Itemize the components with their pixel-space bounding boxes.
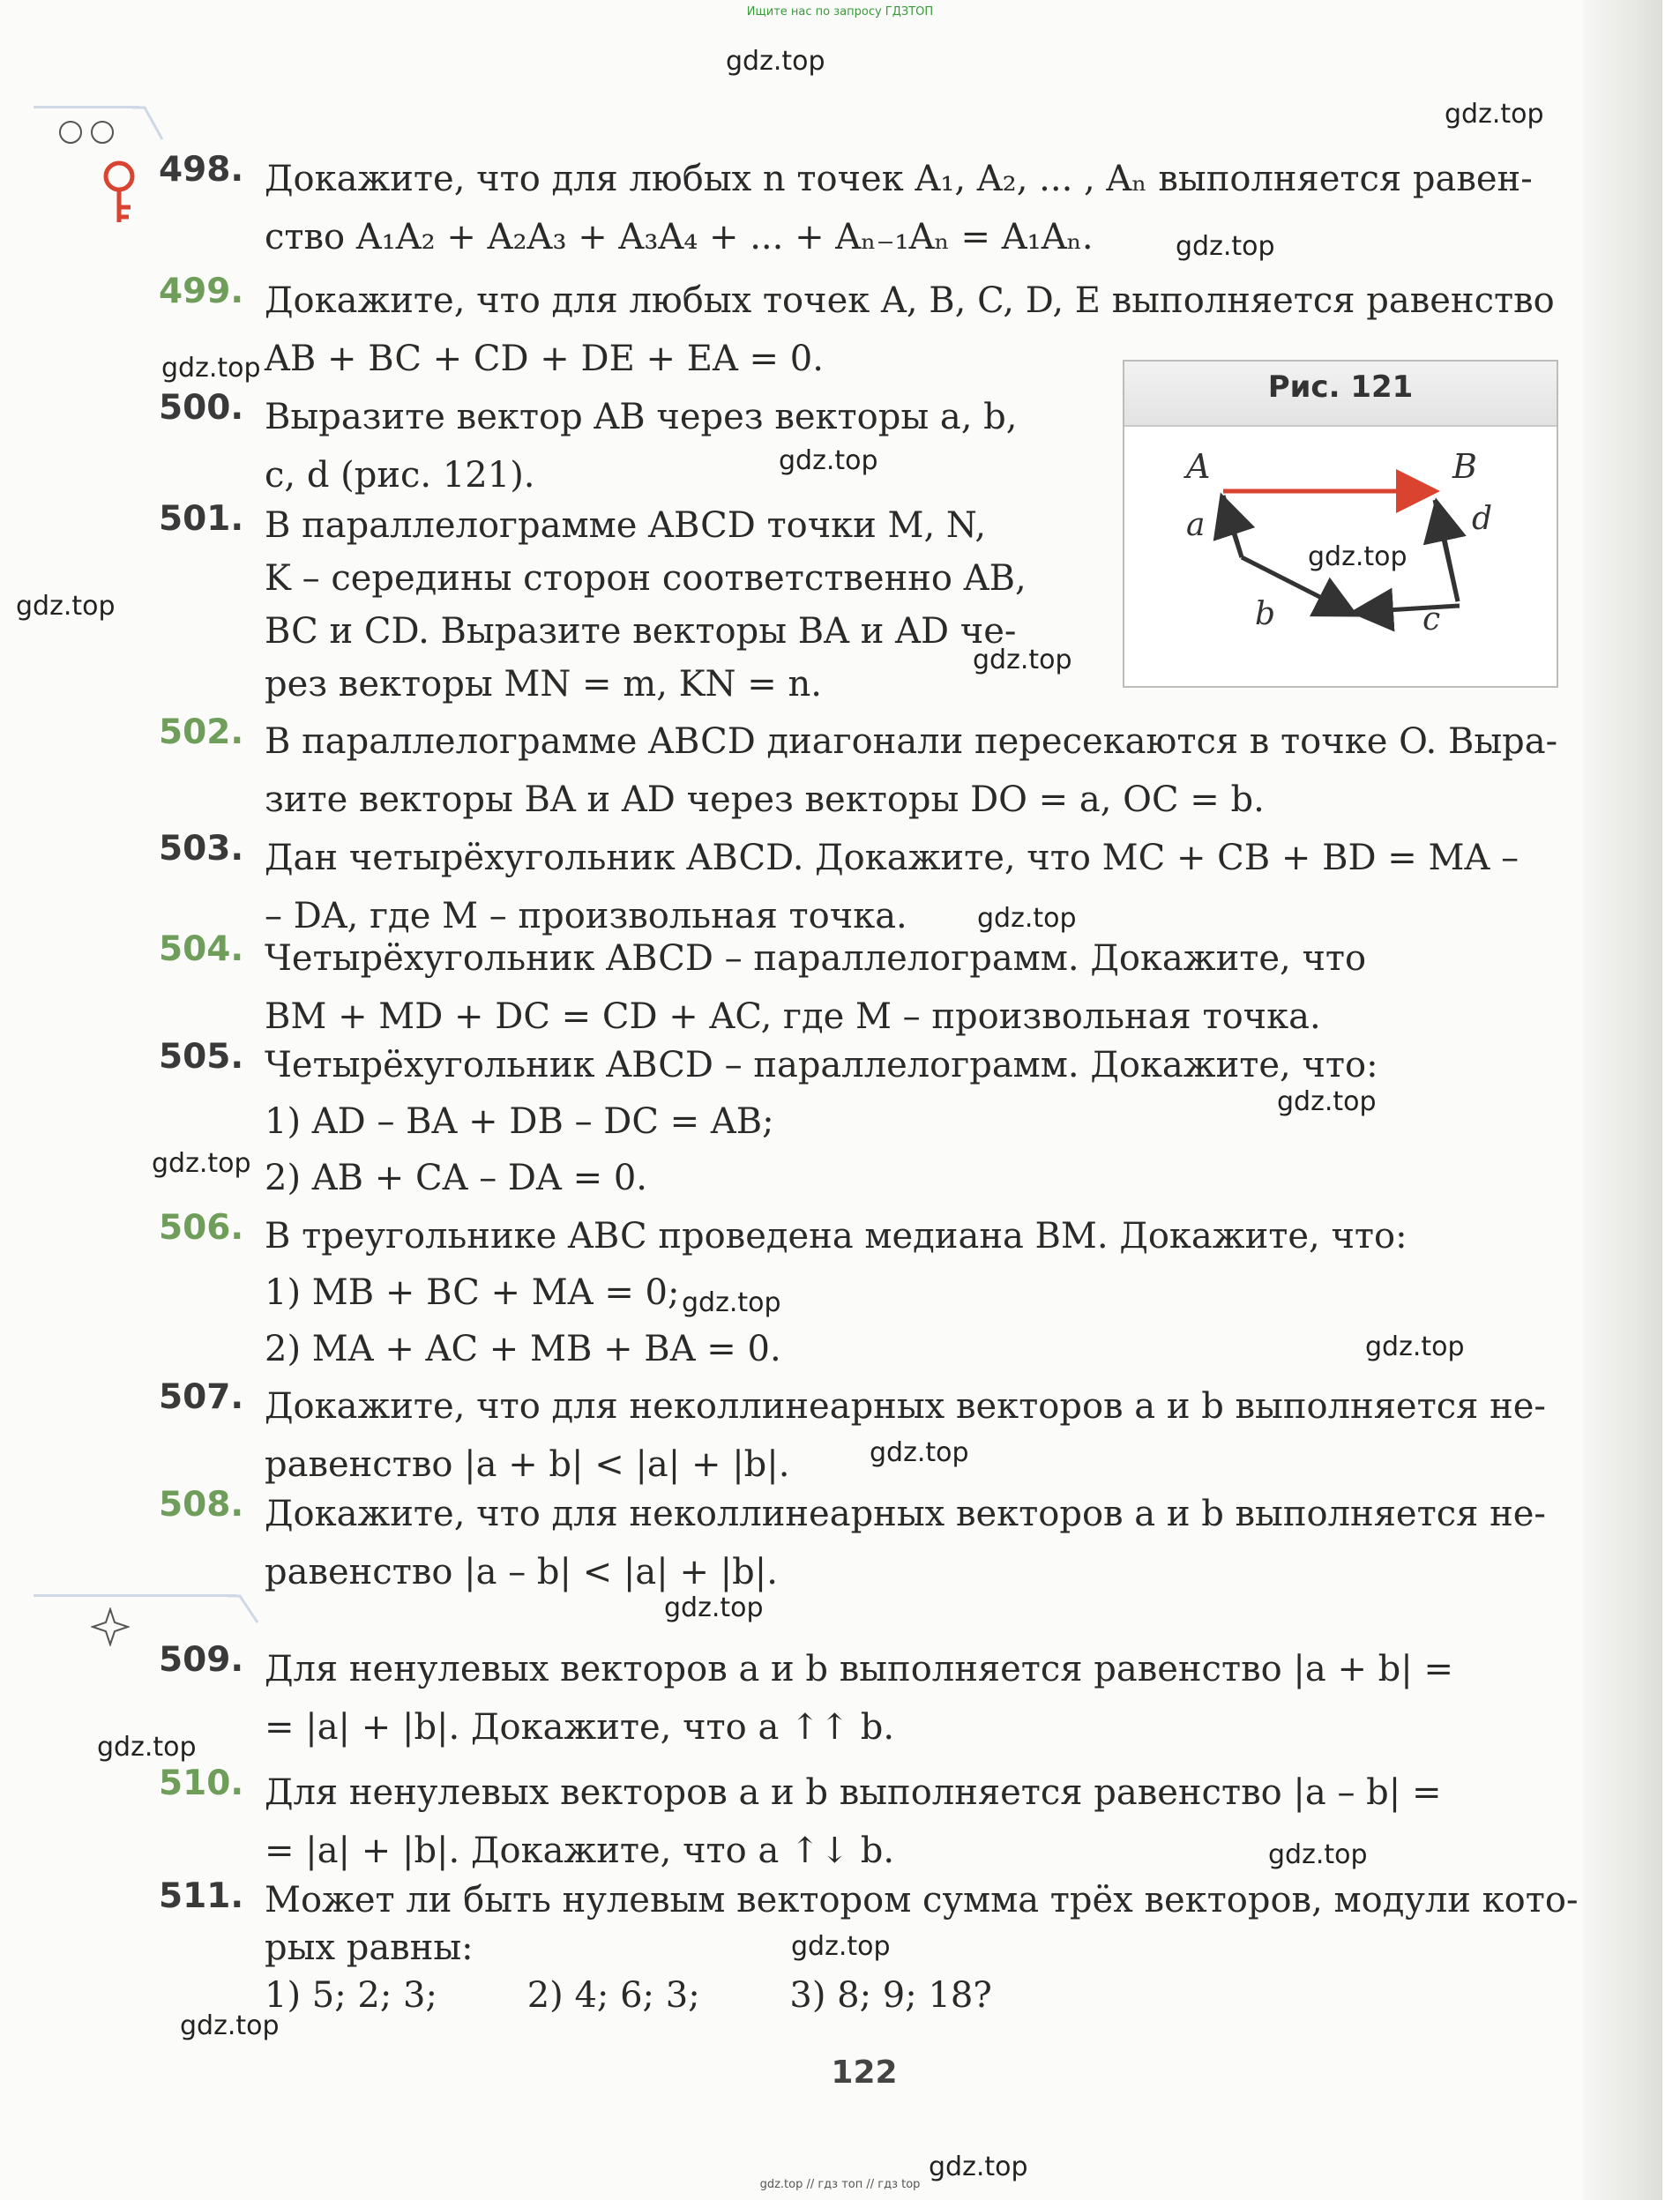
vector-c bbox=[1358, 606, 1460, 612]
watermark: gdz.top bbox=[726, 46, 825, 77]
problem-number: 502. bbox=[159, 712, 244, 752]
figure-121 bbox=[1123, 360, 1558, 688]
label-a: a bbox=[1186, 507, 1206, 543]
problem-number: 503. bbox=[159, 829, 244, 869]
star-icon bbox=[91, 1607, 130, 1646]
circles-icon bbox=[53, 115, 123, 150]
problem-number: 505. bbox=[159, 1037, 244, 1077]
problem-text: Докажите, что для неколлинеарных векторов a и b выполняется не- равенство |a + b| < |a| + |b|. bbox=[265, 1386, 1546, 1485]
problem-number: 504. bbox=[159, 929, 244, 969]
label-A: A bbox=[1186, 447, 1211, 486]
watermark: gdz.top bbox=[664, 1592, 764, 1623]
watermark: gdz.top bbox=[1365, 1331, 1465, 1362]
top-note: Ищите нас по запросу ГДЗТОП bbox=[746, 5, 934, 19]
page-number: 122 bbox=[831, 2055, 898, 2091]
problem-text: В треугольнике ABC проведена медиана BM. Докажите, что: 1) MB + BC + MA = 0; 2) MA + AC + MB + BA = 0. bbox=[265, 1216, 1407, 1369]
problem-505 bbox=[159, 1037, 1561, 1206]
problem-501 bbox=[159, 499, 1111, 711]
watermark: gdz.top bbox=[161, 353, 261, 384]
watermark: gdz.top bbox=[16, 591, 116, 622]
problem-number: 499. bbox=[159, 272, 244, 311]
watermark: gdz.top bbox=[973, 645, 1072, 675]
problem-507 bbox=[159, 1377, 1561, 1494]
label-b: b bbox=[1255, 596, 1276, 632]
watermark: gdz.top bbox=[1277, 1086, 1377, 1117]
figure-title: Рис. 121 bbox=[1124, 362, 1557, 427]
problem-text: Для ненулевых векторов a и b выполняется равенство |a + b| = = |a| + |b|. Докажите, что a ↑↑ b. bbox=[265, 1649, 1453, 1748]
scan-edge bbox=[1583, 0, 1662, 2200]
problem-506 bbox=[159, 1208, 1561, 1377]
problem-508 bbox=[159, 1485, 1561, 1601]
label-d: d bbox=[1472, 501, 1493, 537]
problem-number: 511. bbox=[159, 1876, 244, 1916]
problem-number: 508. bbox=[159, 1485, 244, 1525]
watermark: gdz.top bbox=[180, 2010, 280, 2041]
label-B: B bbox=[1452, 447, 1477, 486]
problem-text: Выразите вектор AB через векторы a, b, c, d (рис. 121). bbox=[265, 397, 1018, 496]
problem-text: Четырёхугольник ABCD – параллелограмм. Докажите, что BM + MD + DC = CD + AC, где M – произвольная точка. bbox=[265, 938, 1367, 1037]
problem-number: 501. bbox=[159, 499, 244, 539]
watermark: gdz.top bbox=[977, 903, 1077, 934]
problem-text: Четырёхугольник ABCD – параллелограмм. Докажите, что: 1) AD – BA + DB – DC = AB; 2) AB + CA – DA = 0. bbox=[265, 1045, 1378, 1198]
problem-text: Докажите, что для любых n точек A₁, A₂, ... , Aₙ выполняется равен- ство A₁A₂ + A₂A₃ + A₃A₄ + ... + Aₙ₋₁Aₙ = A₁Aₙ. bbox=[265, 159, 1533, 257]
problem-text: Докажите, что для неколлинеарных векторов a и b выполняется не- равенство |a – b| < |a| + |b|. bbox=[265, 1494, 1546, 1592]
problem-number: 507. bbox=[159, 1377, 244, 1417]
problem-text: В параллелограмме ABCD диагонали пересекаются в точке O. Выра- зите векторы BA и AD через векторы DO = a, OC = b. bbox=[265, 721, 1558, 820]
label-c: c bbox=[1422, 601, 1441, 638]
problem-509 bbox=[159, 1640, 1561, 1756]
watermark: gdz.top bbox=[779, 445, 878, 476]
problem-text: В параллелограмме ABCD точки M, N, K – середины сторон соответственно AB, BC и CD. Выразите векторы BA и AD че- рез векторы MN = m, KN = n. bbox=[265, 505, 1027, 705]
problem-number: 500. bbox=[159, 388, 244, 428]
problem-text: Дан четырёхугольник ABCD. Докажите, что MC + CB + BD = MA – – DA, где M – произвольная точка. bbox=[265, 838, 1519, 936]
watermark: gdz.top bbox=[870, 1437, 969, 1468]
watermark: gdz.top bbox=[791, 1931, 891, 1962]
problem-503 bbox=[159, 829, 1561, 945]
problem-number: 498. bbox=[159, 150, 244, 190]
watermark: gdz.top bbox=[1268, 1839, 1368, 1870]
bottom-note: gdz.top // гдз топ // гдз top bbox=[759, 2178, 921, 2191]
watermark: gdz.top bbox=[682, 1287, 781, 1318]
problem-498 bbox=[159, 150, 1561, 266]
problem-504 bbox=[159, 929, 1561, 1046]
problem-500 bbox=[159, 388, 1111, 504]
watermark: gdz.top bbox=[1308, 541, 1407, 572]
watermark: gdz.top bbox=[929, 2152, 1028, 2182]
problem-text: Может ли быть нулевым вектором сумма трёх векторов, модули кото- рых равны: 1) 5; 2; 3; 2) 4; 6; 3; 3) 8; 9; 18? bbox=[265, 1880, 1579, 2016]
watermark: gdz.top bbox=[97, 1732, 197, 1763]
problem-text: Докажите, что для любых точек A, B, C, D, E выполняется равенство AB + BC + CD + DE + EA = 0. bbox=[265, 280, 1555, 379]
watermark: gdz.top bbox=[1176, 231, 1275, 262]
key-icon bbox=[97, 159, 141, 229]
watermark: gdz.top bbox=[152, 1148, 251, 1179]
problem-502 bbox=[159, 712, 1561, 829]
watermark: gdz.top bbox=[1445, 99, 1544, 130]
problem-text: Для ненулевых векторов a и b выполняется равенство |a – b| = = |a| + |b|. Докажите, что a ↑↓ b. bbox=[265, 1772, 1442, 1871]
problem-number: 510. bbox=[159, 1764, 244, 1803]
problem-number: 506. bbox=[159, 1208, 244, 1248]
problem-number: 509. bbox=[159, 1640, 244, 1680]
